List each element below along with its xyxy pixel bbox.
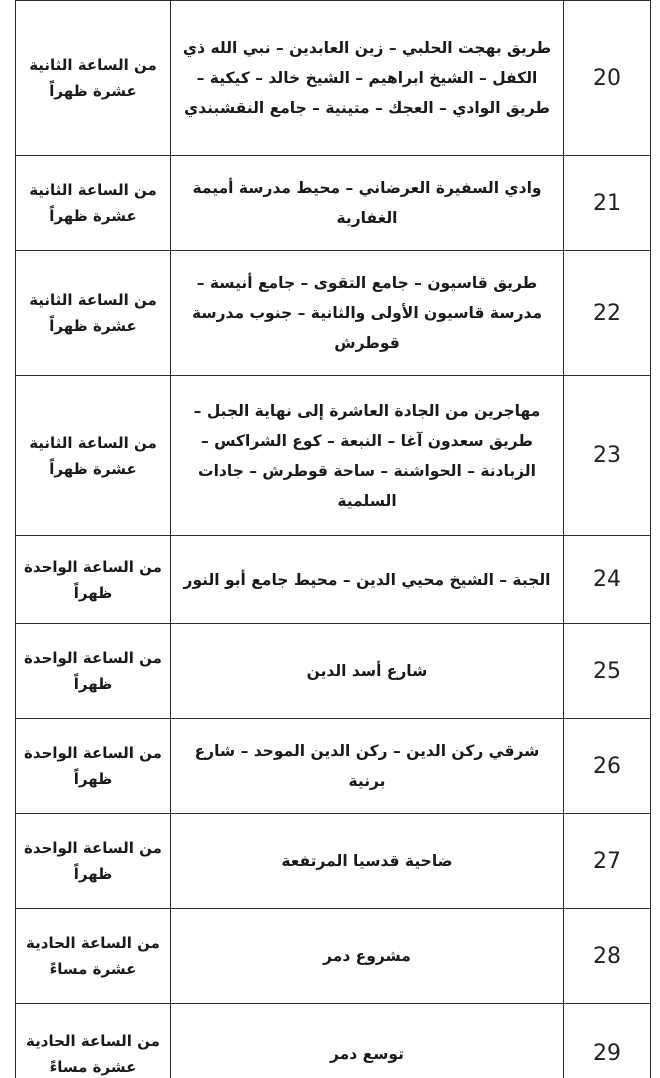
- time-cell: من الساعة الثانية عشرة ظهراً: [16, 1, 171, 156]
- time-cell: من الساعة الثانية عشرة ظهراً: [16, 376, 171, 536]
- time-cell: من الساعة الواحدة ظهراً: [16, 719, 171, 814]
- areas-cell: توسع دمر: [171, 1004, 564, 1078]
- time-cell: من الساعة الواحدة ظهراً: [16, 536, 171, 624]
- table-row: [16, 536, 651, 624]
- areas-cell: وادي السفيرة العرضاني – محيط مدرسة أميمة الغفارية: [171, 156, 564, 251]
- table-row: [16, 1, 651, 156]
- time-cell: من الساعة الثانية عشرة ظهراً: [16, 156, 171, 251]
- time-cell: من الساعة الحادية عشرة مساءً: [16, 1004, 171, 1078]
- table-row: [16, 376, 651, 536]
- row-number: 27: [564, 814, 651, 909]
- row-number: 20: [564, 1, 651, 156]
- row-number: 22: [564, 251, 651, 376]
- areas-cell: مهاجرين من الجادة العاشرة إلى نهاية الجبل – طريق سعدون آغا – النبعة – كوع الشراكس – الزبادنة – الحواشنة – ساحة قوطرش – جادات السلمية: [171, 376, 564, 536]
- time-cell: من الساعة الواحدة ظهراً: [16, 814, 171, 909]
- areas-cell: الجبة – الشيخ محيي الدين – محيط جامع أبو النور: [171, 536, 564, 624]
- row-number: 24: [564, 536, 651, 624]
- table-row: [16, 624, 651, 719]
- schedule-page: [15, 0, 651, 1078]
- row-number: 25: [564, 624, 651, 719]
- schedule-table: [15, 0, 651, 1078]
- table-row: [16, 1004, 651, 1078]
- row-number: 21: [564, 156, 651, 251]
- time-cell: من الساعة الواحدة ظهراً: [16, 624, 171, 719]
- row-number: 28: [564, 909, 651, 1004]
- table-row: [16, 251, 651, 376]
- areas-cell: طريق بهجت الحلبي – زين العابدين – نبي الله ذي الكفل – الشيخ ابراهيم – الشيخ خالد – كيكية – طريق الوادي – العجك – متينية – جامع النقشبندي: [171, 1, 564, 156]
- areas-cell: شرقي ركن الدين – ركن الدين الموحد – شارع برنية: [171, 719, 564, 814]
- row-number: 29: [564, 1004, 651, 1078]
- table-row: [16, 909, 651, 1004]
- row-number: 26: [564, 719, 651, 814]
- areas-cell: طريق قاسيون – جامع التقوى – جامع أنيسة – مدرسة قاسيون الأولى والثانية – جنوب مدرسة قوطرش: [171, 251, 564, 376]
- table-row: [16, 719, 651, 814]
- table-row: [16, 156, 651, 251]
- areas-cell: ضاحية قدسيا المرتفعة: [171, 814, 564, 909]
- areas-cell: شارع أسد الدين: [171, 624, 564, 719]
- table-row: [16, 814, 651, 909]
- row-number: 23: [564, 376, 651, 536]
- areas-cell: مشروع دمر: [171, 909, 564, 1004]
- time-cell: من الساعة الثانية عشرة ظهراً: [16, 251, 171, 376]
- time-cell: من الساعة الحادية عشرة مساءً: [16, 909, 171, 1004]
